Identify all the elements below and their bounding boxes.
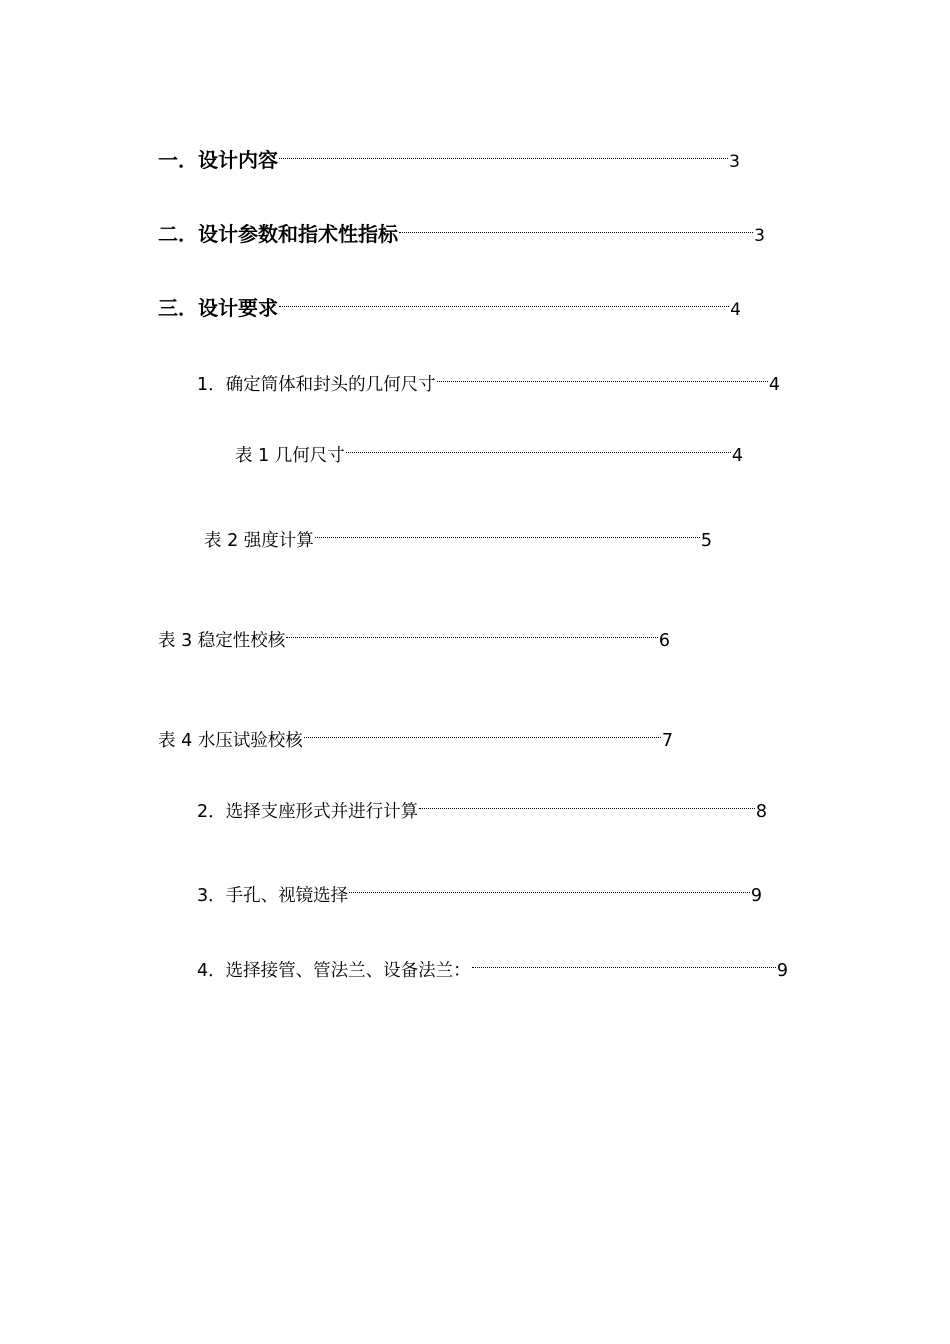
toc-dot-leader	[285, 616, 659, 646]
toc-entry-label: 1．确定筒体和封头的几何尺寸	[197, 375, 436, 395]
toc-page-number: 3	[729, 152, 740, 172]
toc-entry-label: 表 1 几何尺寸	[235, 446, 345, 466]
toc-dot-leader	[278, 137, 729, 167]
toc-entry-table-3-stability[interactable]	[158, 616, 670, 651]
toc-dot-leader	[348, 871, 751, 901]
toc-entry-design-requirements[interactable]	[158, 285, 741, 320]
toc-entry-cylinder-head-dimensions[interactable]	[197, 360, 780, 395]
toc-page-number: 9	[776, 961, 788, 981]
toc-page-number: 4	[768, 375, 780, 395]
toc-entry-label: 表 3 稳定性校核	[158, 631, 286, 651]
toc-entry-handhole-sightglass[interactable]	[197, 871, 762, 906]
toc-dot-leader	[436, 360, 769, 390]
toc-dot-leader	[303, 716, 662, 746]
toc-entry-label: 二．设计参数和指术性指标	[158, 222, 398, 246]
toc-page-number: 7	[661, 731, 673, 751]
toc-entry-label: 表 4 水压试验校核	[158, 731, 303, 751]
toc-page-number: 8	[755, 802, 767, 822]
toc-entry-label: 4．选择接管、管法兰、设备法兰：	[197, 961, 471, 981]
toc-entry-label: 三．设计要求	[158, 296, 278, 320]
toc-entry-table-4-hydro-test[interactable]	[158, 716, 673, 751]
toc-entry-label: 2．选择支座形式并进行计算	[197, 802, 419, 822]
toc-entry-label: 表 2 强度计算	[204, 531, 314, 551]
toc-dot-leader	[418, 787, 756, 817]
toc-entry-nozzles-flanges[interactable]	[197, 946, 788, 981]
toc-dot-leader	[471, 946, 777, 976]
toc-dot-leader	[314, 516, 701, 546]
toc-page-number: 9	[750, 886, 762, 906]
toc-entry-design-content[interactable]	[158, 137, 740, 172]
toc-page-number: 4	[731, 446, 743, 466]
toc-entry-label: 一．设计内容	[158, 148, 278, 172]
toc-entry-table-2-strength[interactable]	[204, 516, 712, 551]
toc-dot-leader	[278, 285, 730, 315]
toc-page-number: 6	[658, 631, 670, 651]
toc-entry-support-selection[interactable]	[197, 787, 767, 822]
toc-entry-label: 3．手孔、视镜选择	[197, 886, 349, 906]
toc-dot-leader	[398, 211, 754, 241]
toc-page-number: 4	[730, 300, 741, 320]
toc-page-number: 3	[754, 226, 765, 246]
toc-page-number: 5	[700, 531, 712, 551]
toc-entry-table-1-geometry[interactable]	[235, 431, 743, 466]
toc-dot-leader	[345, 431, 732, 461]
toc-entry-design-parameters[interactable]	[158, 211, 765, 246]
